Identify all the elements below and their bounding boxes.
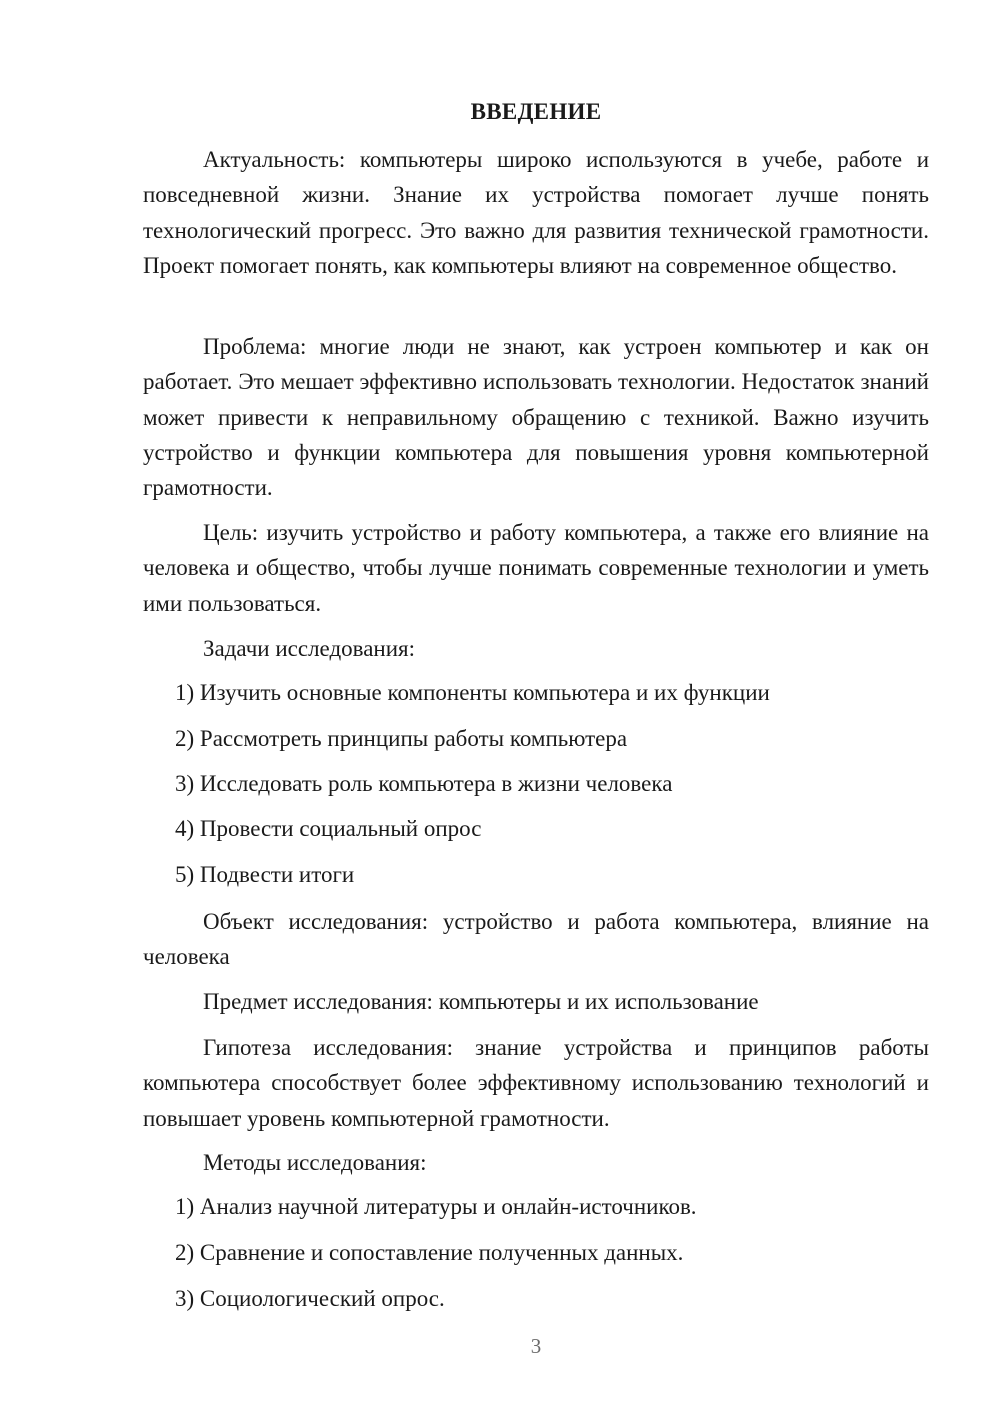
method-item-1: 1) Анализ научной литературы и онлайн-источников. [175, 1194, 697, 1219]
task-item-5: 5) Подвести итоги [175, 862, 355, 887]
subject-paragraph: Предмет исследования: компьютеры и их использование [203, 989, 759, 1014]
problem-paragraph: Проблема: многие люди не знают, как устроен компьютер и как он работает. Это мешает эффективно использовать технологии. Недостаток знаний может привести к неправильному обращению с техникой. Важно изучить устройство и функции компьютера для повышения уровня компьютерной грамотности. [143, 334, 929, 501]
relevance-paragraph: Актуальность: компьютеры широко используются в учебе, работе и повседневной жизни. Знание их устройства помогает лучше понять технологический прогресс. Это важно для развития технической грамотности. Проект помогает понять, как компьютеры влияют на современное общество. [143, 147, 929, 278]
task-item-4: 4) Провести социальный опрос [175, 816, 482, 841]
page-heading: ВВЕДЕНИЕ [470, 99, 602, 124]
tasks-title: Задачи исследования: [203, 636, 416, 661]
object-paragraph: Объект исследования: устройство и работа компьютера, влияние на человека [143, 909, 929, 970]
task-item-1: 1) Изучить основные компоненты компьютера и их функции [175, 680, 770, 705]
hypothesis-paragraph: Гипотеза исследования: знание устройства и принципов работы компьютера способствует более эффективному использованию технологий и повышает уровень компьютерной грамотности. [143, 1035, 929, 1131]
task-item-2: 2) Рассмотреть принципы работы компьютера [175, 726, 628, 751]
goal-paragraph: Цель: изучить устройство и работу компьютера, а также его влияние на человека и общество, чтобы лучше понимать современные технологии и уметь ими пользоваться. [143, 520, 929, 616]
task-item-3: 3) Исследовать роль компьютера в жизни человека [175, 771, 673, 796]
method-item-2: 2) Сравнение и сопоставление полученных данных. [175, 1240, 684, 1265]
page-number: 3 [530, 1334, 542, 1358]
method-item-3: 3) Социологический опрос. [175, 1286, 445, 1311]
methods-title: Методы исследования: [203, 1150, 427, 1175]
